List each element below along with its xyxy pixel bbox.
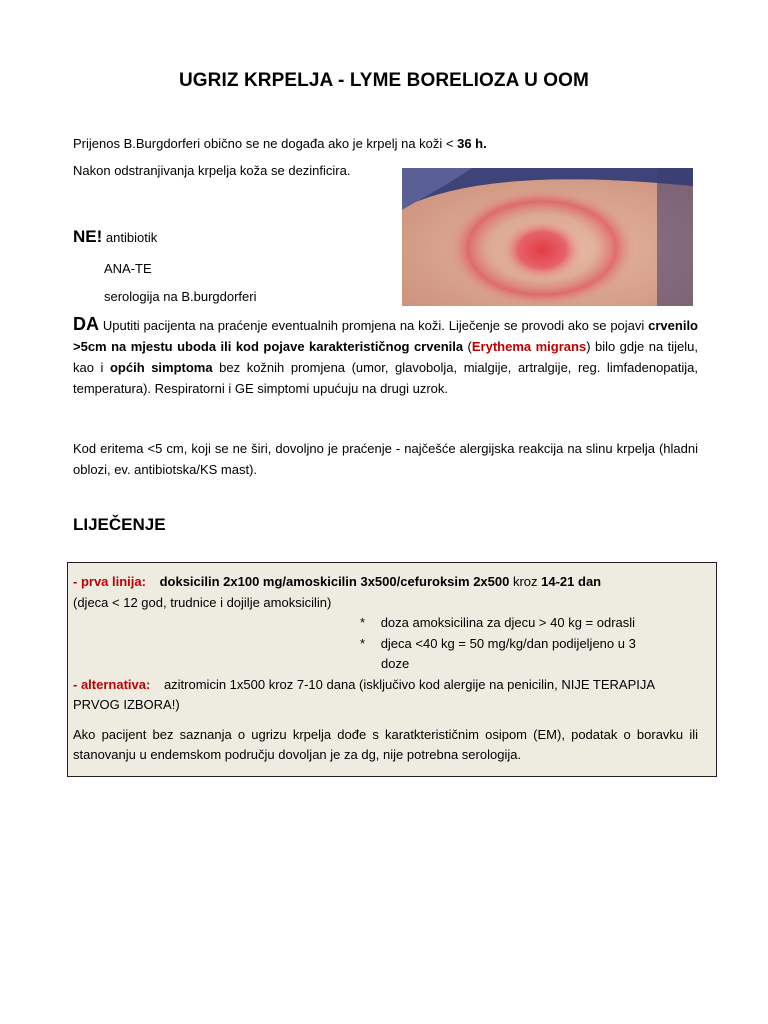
bullet-2 <box>360 636 636 651</box>
first-line-label: - prva linija: <box>73 574 146 589</box>
erythema-migrans-term: Erythema migrans <box>471 339 587 354</box>
ne-item-ana-te: ANA-TE <box>104 261 152 276</box>
ne-keyword: NE! <box>73 227 103 246</box>
da-text-3: ) bilo gdje na tijelu, kao i <box>73 339 698 375</box>
intro-hours: 36 h. <box>457 136 487 151</box>
bullet-1-symbol: * <box>360 615 366 630</box>
erythema-migrans-photo <box>402 168 693 306</box>
first-line-days: 14-21 dan <box>541 574 602 589</box>
da-bold-redness: crvenilo >5cm na mjestu uboda ili kod pojave karakterističnog crvenila <box>73 318 698 354</box>
page-title: UGRIZ KRPELJA - LYME BORELIOZA U OOM <box>178 70 589 91</box>
alternative-row <box>73 677 655 692</box>
da-text-1: Uputiti pacijenta na praćenje eventualnih promjena na koži. Liječenje se provodi ako se pojavi <box>99 318 649 333</box>
alternative-text-continued: PRVOG IZBORA!) <box>73 697 180 712</box>
da-text-4: bez kožnih promjena (umor, glavobolja, mialgije, artralgije, reg. limfadenopatija, temperatura). Respiratorni i GE simptomi upućuju na drugi uzrok. <box>73 360 698 396</box>
intro-line-2: Nakon odstranjivanja krpelja koža se dezinficira. <box>73 163 351 178</box>
alternative-label: - alternativa: <box>73 677 151 692</box>
ne-item-antibiotik: antibiotik <box>105 230 158 245</box>
bullet-2-text: djeca <40 kg = 50 mg/kg/dan podijeljeno u 3 <box>380 636 636 651</box>
erythema-note: Kod eritema <5 cm, koji se ne širi, dovoljno je praćenje - najčešće alergijska reakcija na slinu krpelja (hladni oblozi, ev. antibiotska/KS mast). <box>73 441 698 477</box>
ne-line <box>73 227 157 247</box>
treatment-box <box>67 562 717 777</box>
first-line-drugs: doksicilin 2x100 mg/amoskicilin 3x500/cefuroksim 2x500 <box>159 574 510 589</box>
first-line-kroz: kroz <box>509 574 542 589</box>
intro-text: Prijenos B.Burgdorferi obično se ne događa ako je krpelj na koži < <box>73 136 458 151</box>
da-paragraph <box>73 314 698 399</box>
first-line-row <box>73 574 601 589</box>
da-keyword: DA <box>73 314 99 334</box>
intro-line-1 <box>73 136 487 151</box>
alternative-text: azitromicin 1x500 kroz 7-10 dana (isključivo kod alergije na penicilin, NIJE TERAPIJA <box>163 677 656 692</box>
treatment-heading: LIJEČENJE <box>73 515 166 534</box>
bullet-2-continued: doze <box>381 656 410 671</box>
closing-paragraph: Ako pacijent bez saznanja o ugrizu krpelja dođe s karatkterističnim osipom (EM), podatak o boravku ili stanovanju u endemskom području dovoljan je za dg, nije potrebna serologija. <box>73 727 698 762</box>
children-note: (djeca < 12 god, trudnice i dojilje amoksicilin) <box>73 595 332 610</box>
ne-item-serologija: serologija na B.burgdorferi <box>104 289 257 304</box>
bullet-2-symbol: * <box>360 636 366 651</box>
da-bold-symptoms: općih simptoma <box>109 360 213 375</box>
bullet-1-text: doza amoksicilina za djecu > 40 kg = odrasli <box>380 615 636 630</box>
da-text-2: ( <box>463 339 472 354</box>
bullet-1 <box>360 615 635 630</box>
